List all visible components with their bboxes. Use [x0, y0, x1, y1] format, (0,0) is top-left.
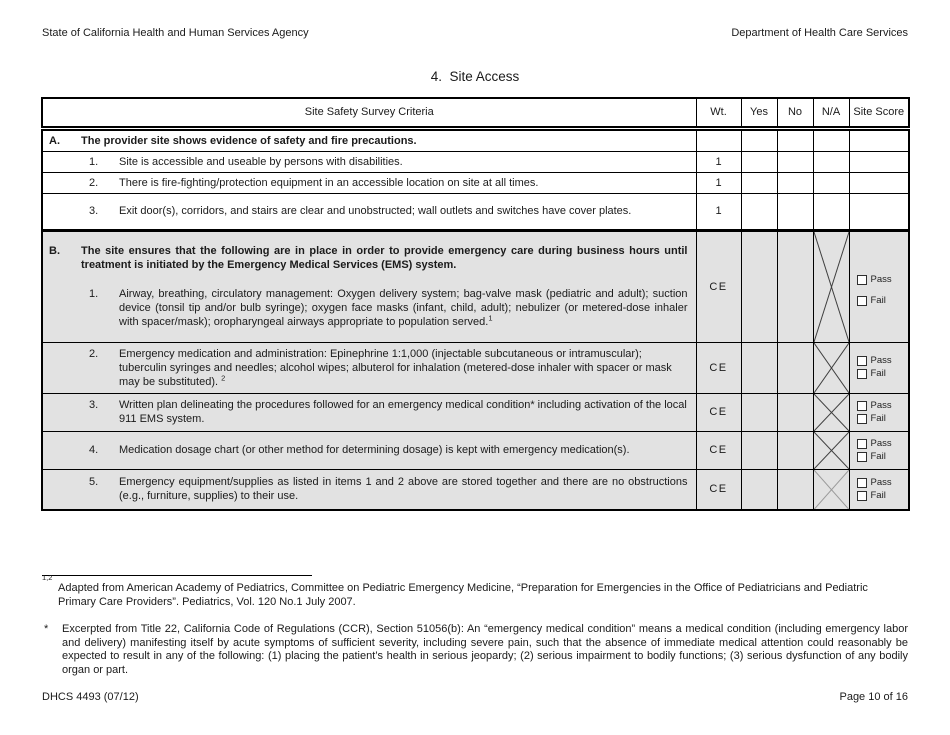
- score-cell: [849, 151, 909, 172]
- item-text: Airway, breathing, circulatory management: Oxygen delivery system; bag-valve mask (pediatric and adult); suction device (tonsil tip and/or bulb syringe); oxygen face masks (infant, child, adult); nebulizer (or metered-dose inhaler with spacer/mask); oropharyngeal airways appropriate to population served.$^1$: [119, 288, 688, 328]
- no-cell: [777, 193, 813, 230]
- wt-value: 1: [696, 172, 741, 193]
- footnote-ref-2: 2: [221, 372, 226, 382]
- fail-checkbox[interactable]: [857, 296, 867, 306]
- page-title: 4. Site Access: [430, 69, 520, 84]
- fail-label: Fail: [870, 368, 886, 379]
- item-number: 2.: [89, 347, 99, 360]
- table-header-row: [42, 98, 909, 128]
- row-b3: [42, 393, 909, 431]
- no-cell: [777, 230, 813, 342]
- no-cell: [777, 431, 813, 469]
- wt-cell: [696, 128, 741, 151]
- na-cell-crossed: [813, 469, 849, 510]
- page-header: [42, 27, 908, 39]
- section-b-marker: B.: [49, 245, 60, 257]
- row-b4: [42, 431, 909, 469]
- wt-value: CE: [696, 230, 741, 342]
- no-cell: [777, 128, 813, 151]
- row-b2: [42, 342, 909, 393]
- na-cell: [813, 172, 849, 193]
- item-text: Emergency medication and administration: Epinephrine 1:1,000 (injectable subcutaneous or intramuscular); tuberculin syringes and needles; alcohol wipes; albuterol for inhalation (metered-dose inhaler with spacer or mask may be substituted). $^2$: [119, 347, 672, 388]
- wt-value: CE: [696, 469, 741, 510]
- na-cell: [813, 128, 849, 151]
- no-cell: [777, 342, 813, 393]
- department-name: Department of Health Care Services: [731, 27, 908, 39]
- yes-cell: [741, 230, 777, 342]
- fail-label: Fail: [870, 450, 886, 462]
- score-cell: [849, 393, 909, 431]
- column-header-na: N/A: [813, 98, 849, 128]
- fail-checkbox[interactable]: [857, 414, 867, 424]
- page-number: Page 10 of 16: [839, 691, 908, 703]
- fail-label: Fail: [870, 295, 886, 306]
- pass-checkbox[interactable]: [857, 275, 867, 285]
- na-cell: [813, 193, 849, 230]
- na-cell-crossed: [813, 393, 849, 431]
- column-header-criteria: Site Safety Survey Criteria: [42, 98, 696, 128]
- na-cell-crossed: [813, 431, 849, 469]
- fail-checkbox[interactable]: [857, 369, 867, 379]
- yes-cell: [741, 172, 777, 193]
- row-a3: [42, 193, 909, 230]
- pass-checkbox[interactable]: [857, 478, 867, 488]
- score-cell: [849, 431, 909, 469]
- pass-checkbox[interactable]: [857, 356, 867, 366]
- agency-name: State of California Health and Human Services Agency: [42, 27, 309, 39]
- na-cell-crossed: [813, 230, 849, 342]
- footnote-1: 1,2 Adapted from American Academy of Pediatrics, Committee on Pediatric Emergency Medicine, “Preparation for Emergencies in the Office of Pediatricians and Pediatric Primary Care Providers”. Pediatrics, Vol. 120 No.1 July 2007.: [42, 573, 868, 608]
- item-number: 4.: [89, 444, 99, 456]
- section-a-heading: The provider site shows evidence of safety and fire precautions.: [81, 134, 417, 147]
- column-header-wt: Wt.: [696, 98, 741, 128]
- section-b-heading: The site ensures that the following are in place in order to provide emergency care during business hours until treatment is initiated by the Emergency Medical Services (EMS) system.: [81, 245, 688, 271]
- pass-checkbox[interactable]: [857, 401, 867, 411]
- item-text: Emergency equipment/supplies as listed in items 1 and 2 above are stored together and there are no obstructions (e.g., furniture, supplies) to their use.: [119, 476, 688, 503]
- item-number: 2.: [89, 176, 99, 189]
- pass-label: Pass: [870, 399, 892, 411]
- site-safety-survey-table: [41, 97, 910, 511]
- item-text: Site is accessible and useable by persons with disabilities.: [119, 155, 403, 168]
- pass-label: Pass: [870, 274, 892, 285]
- pass-checkbox[interactable]: [857, 439, 867, 449]
- yes-cell: [741, 469, 777, 510]
- score-cell: [849, 193, 909, 230]
- row-a2: [42, 172, 909, 193]
- item-text: Medication dosage chart (or other method for determining dosage) is kept with emergency medication(s).: [119, 444, 630, 456]
- column-header-site-score: Site Score: [849, 98, 909, 128]
- item-number: 1.: [89, 288, 99, 300]
- na-cross-icon: [814, 232, 849, 342]
- fail-label: Fail: [870, 412, 886, 424]
- pass-label: Pass: [870, 355, 892, 366]
- item-number: 3.: [89, 205, 99, 217]
- footnote-rule: [42, 575, 312, 576]
- yes-cell: [741, 342, 777, 393]
- row-b5: [42, 469, 909, 510]
- wt-value: 1: [696, 193, 741, 230]
- section-b-block-row: [42, 230, 909, 342]
- wt-value: 1: [696, 151, 741, 172]
- yes-cell: [741, 193, 777, 230]
- score-cell: [849, 172, 909, 193]
- yes-cell: [741, 393, 777, 431]
- score-cell: [849, 230, 909, 342]
- no-cell: [777, 393, 813, 431]
- wt-value: CE: [696, 342, 741, 393]
- footnote-asterisk: [42, 623, 908, 677]
- column-header-yes: Yes: [741, 98, 777, 128]
- na-cell: [813, 151, 849, 172]
- yes-cell: [741, 151, 777, 172]
- fail-checkbox[interactable]: [857, 491, 867, 501]
- no-cell: [777, 172, 813, 193]
- item-text: There is fire-fighting/protection equipment in an accessible location on site at all times.: [119, 176, 539, 189]
- footnote-ref-1: 1: [488, 313, 493, 323]
- no-cell: [777, 469, 813, 510]
- na-cell-crossed: [813, 342, 849, 393]
- item-text: Exit door(s), corridors, and stairs are clear and unobstructed; wall outlets and switches have cover plates.: [119, 205, 632, 217]
- item-number: 1.: [89, 155, 99, 168]
- section-a-heading-row: [42, 128, 909, 151]
- pass-label: Pass: [870, 476, 892, 488]
- fail-checkbox[interactable]: [857, 452, 867, 462]
- pass-label: Pass: [870, 437, 892, 449]
- page-footer: [42, 691, 908, 703]
- yes-cell: [741, 431, 777, 469]
- no-cell: [777, 151, 813, 172]
- score-cell: [849, 342, 909, 393]
- footnote-asterisk-marker: *: [44, 623, 49, 635]
- item-number: 3.: [89, 399, 99, 411]
- item-text: Written plan delineating the procedures followed for an emergency medical condition* including activation of the local 911 EMS system.: [119, 399, 687, 425]
- wt-value: CE: [696, 431, 741, 469]
- item-number: 5.: [89, 476, 99, 489]
- section-a-marker: A.: [49, 134, 60, 147]
- column-header-no: No: [777, 98, 813, 128]
- na-cross-icon: [814, 343, 849, 393]
- na-cross-icon: [814, 432, 849, 469]
- na-cross-icon: [814, 394, 849, 431]
- footnote-1-text: Adapted from American Academy of Pediatrics, Committee on Pediatric Emergency Medicine, “Preparation for Emergencies in the Office of Pediatricians and Pediatric Primary Care Providers”. Pediatrics, Vol. 120 No.1 July 2007.: [58, 582, 868, 608]
- score-cell: [849, 128, 909, 151]
- yes-cell: [741, 128, 777, 151]
- row-a1: [42, 151, 909, 172]
- wt-value: CE: [696, 393, 741, 431]
- footnote-asterisk-text: Excerpted from Title 22, California Code of Regulations (CCR), Section 51056(b): An “emergency medical condition” means a medical condition (including emergency labor and delivery) manifesting itself by acute symptoms of sufficient severity, including severe pain, such that the absence of immediate medical attention could reasonably be expected to result in any of the following: (1) placing the patient’s health in serious jeopardy; (2) serious impairment to bodily functions; (3) serious dysfunction of any bodily organ or part.: [62, 623, 908, 676]
- form-number: DHCS 4493 (07/12): [42, 691, 139, 703]
- score-cell: [849, 469, 909, 510]
- fail-label: Fail: [870, 489, 886, 501]
- na-cross-icon: [814, 470, 849, 510]
